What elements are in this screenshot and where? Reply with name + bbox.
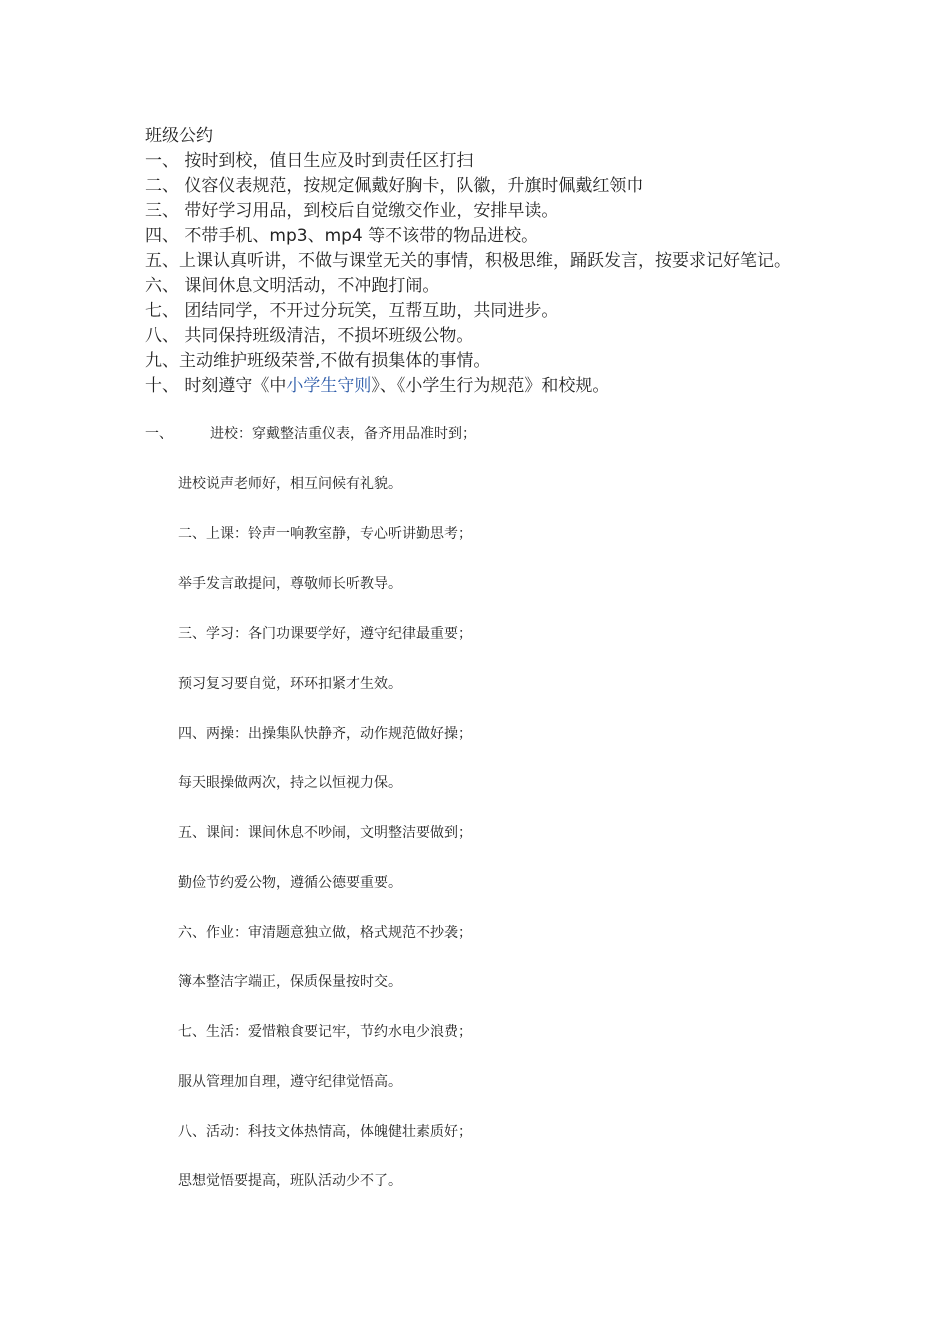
rhyme-line: 每天眼操做两次，持之以恒视力保。 [178, 775, 402, 791]
convention-item [145, 349, 825, 374]
item-number: 七、 [145, 301, 179, 321]
item-number: 六、 [145, 276, 179, 296]
item-number: 一、 [145, 151, 179, 171]
convention-item [145, 174, 825, 199]
convention-item [145, 224, 825, 249]
item-number: 八、 [145, 326, 179, 346]
rhyme-line: 三、学习：各门功课要学好，遵守纪律最重要； [178, 626, 472, 642]
convention-item [145, 274, 825, 299]
rhyme-line: 七、生活：爱惜粮食要记牢，节约水电少浪费； [178, 1024, 472, 1040]
document-title: 班级公约 [145, 126, 213, 146]
rhyme-line: 四、两操：出操集队快静齐，动作规范做好操； [178, 726, 472, 742]
convention-item [145, 249, 825, 274]
rhyme-line: 举手发言敢提问，尊敬师长听教导。 [178, 576, 402, 592]
item-number: 四、 [145, 226, 179, 246]
rhyme-line: 服从管理加自理，遵守纪律觉悟高。 [178, 1074, 402, 1090]
rhyme-line: 簿本整洁字端正，保质保量按时交。 [178, 974, 402, 990]
convention-item [145, 324, 825, 349]
item-text: 主动维护班级荣誉,不做有损集体的事情。 [179, 351, 491, 371]
item-text: 共同保持班级清洁，不损坏班级公物。 [184, 326, 474, 346]
item-number: 二、 [145, 176, 179, 196]
rhyme-line: 五、课间：课间休息不吵闹，文明整洁要做到； [178, 825, 472, 841]
item-text: 带好学习用品，到校后自觉缴交作业，安排早读。 [184, 201, 559, 221]
item-text: 按时到校，值日生应及时到责任区打扫 [184, 151, 474, 171]
item-text: 上课认真听讲，不做与课堂无关的事情，积极思维，踊跃发言，按要求记好笔记。 [179, 251, 791, 271]
convention-item [145, 149, 825, 174]
rhyme-line: 勤俭节约爱公物，遵循公德要重要。 [178, 875, 402, 891]
rules-link[interactable]: 小学生守则 [286, 376, 372, 396]
item-text-before: 时刻遵守《中 [184, 376, 287, 396]
rhyme-line: 思想觉悟要提高，班队活动少不了。 [178, 1173, 402, 1189]
rhyme-number: 一、 [145, 426, 173, 442]
rhyme-line: 预习复习要自觉，环环扣紧才生效。 [178, 676, 402, 692]
convention-item [145, 199, 825, 224]
item-number: 五、 [145, 251, 179, 271]
rhyme-line: 六、作业：审清题意独立做，格式规范不抄袭； [178, 925, 472, 941]
rhyme-line: 二、上课：铃声一响教室静，专心听讲勤思考； [178, 526, 472, 542]
item-text-after: 》、《小学生行为规范》和校规。 [371, 376, 610, 396]
item-text: 团结同学，不开过分玩笑，互帮互助，共同进步。 [184, 301, 559, 321]
rhyme-text: 进校：穿戴整洁重仪表，备齐用品准时到； [210, 426, 476, 442]
item-number: 十、 [145, 376, 179, 396]
rhyme-line: 八、活动：科技文体热情高，体魄健壮素质好； [178, 1124, 472, 1140]
item-number: 三、 [145, 201, 179, 221]
convention-item [145, 299, 825, 324]
item-text: 仪容仪表规范，按规定佩戴好胸卡，队徽，升旗时佩戴红领巾 [184, 176, 644, 196]
item-text: 不带手机、mp3、mp4 等不该带的物品进校。 [184, 226, 539, 246]
item-number: 九、 [145, 351, 179, 371]
convention-item [145, 374, 825, 399]
convention-list [145, 149, 825, 399]
rhyme-first-line [145, 424, 476, 444]
item-text: 课间休息文明活动，不冲跑打闹。 [184, 276, 440, 296]
rhyme-line: 进校说声老师好，相互问候有礼貌。 [178, 476, 402, 492]
